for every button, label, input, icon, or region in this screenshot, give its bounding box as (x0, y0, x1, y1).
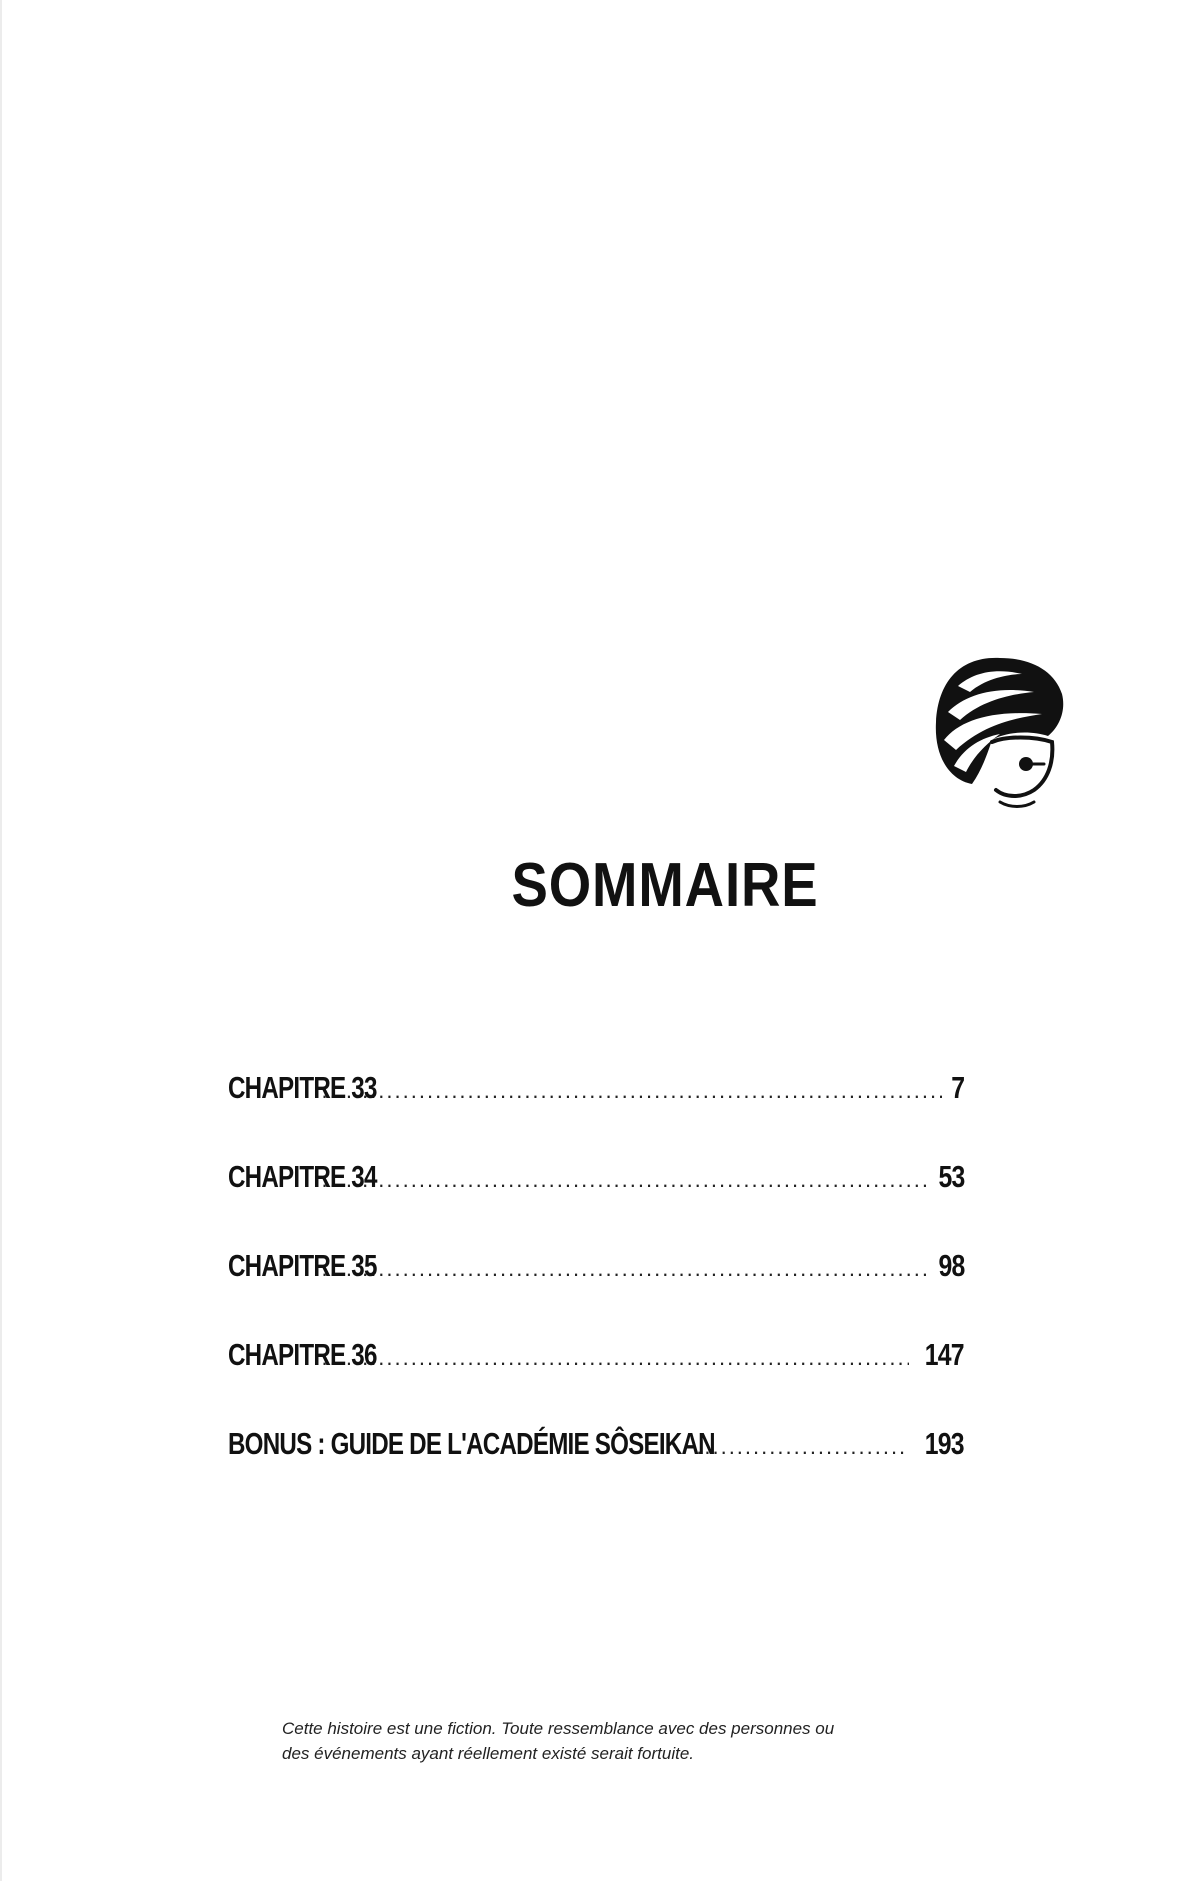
dot-leader (322, 1345, 910, 1371)
toc-entry-chapter-35 (228, 1248, 964, 1337)
disclaimer-line-2: des événements ayant réellement existé serait fortuite. (282, 1744, 694, 1763)
toc-entry-label: BONUS : GUIDE DE L'ACADÉMIE SÔSEIKAN (228, 1426, 715, 1461)
toc-entry-page-number: 98 (938, 1248, 964, 1283)
toc-entry-label: CHAPITRE 36 (228, 1337, 377, 1372)
toc-entry-page-number: 7 (951, 1070, 964, 1105)
toc-entry-label: CHAPITRE 34 (228, 1159, 377, 1194)
toc-entry-page-number: 147 (925, 1337, 964, 1372)
toc-entry-bonus (228, 1426, 964, 1515)
toc-entry-chapter-36 (228, 1337, 964, 1426)
fiction-disclaimer (282, 1716, 922, 1766)
disclaimer-line-1: Cette histoire est une fiction. Toute ressemblance avec des personnes ou (282, 1719, 835, 1738)
toc-entry-label: CHAPITRE 35 (228, 1248, 377, 1283)
page-edge (0, 0, 2, 1881)
dot-leader (322, 1078, 942, 1104)
page-title: SOMMAIRE (511, 851, 819, 920)
toc-entry-chapter-34 (228, 1159, 964, 1248)
dot-leader (322, 1167, 926, 1193)
dot-leader (696, 1434, 909, 1460)
toc-entry-chapter-33 (228, 1070, 964, 1159)
toc-entry-page-number: 193 (925, 1426, 964, 1461)
toc-entry-page-number: 53 (938, 1159, 964, 1194)
toc-entry-label: CHAPITRE 33 (228, 1070, 377, 1105)
table-of-contents (228, 1070, 964, 1515)
publisher-face-logo-icon (930, 652, 1070, 812)
dot-leader (322, 1256, 926, 1282)
